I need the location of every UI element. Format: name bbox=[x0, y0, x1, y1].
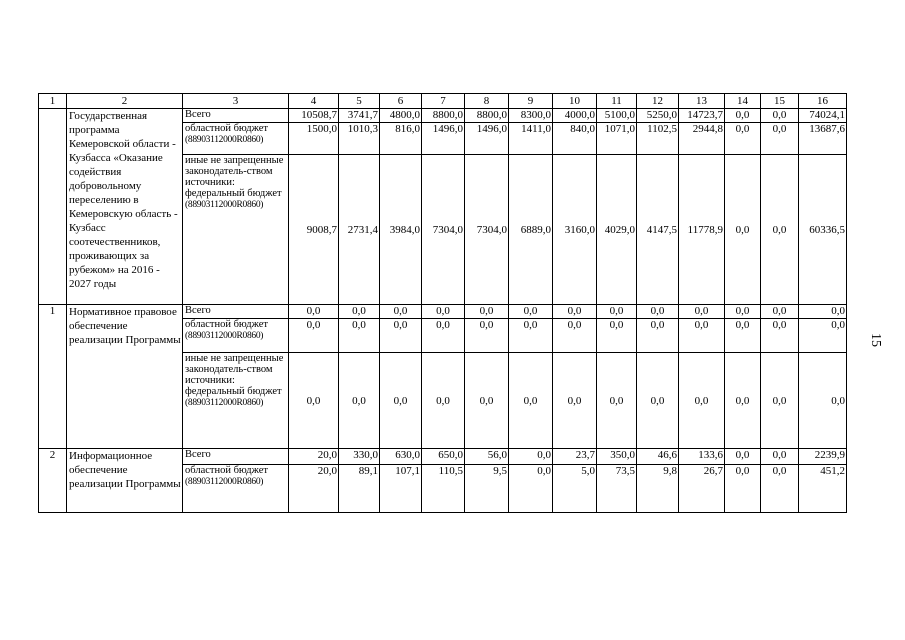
total-value-col-16: 0,0 bbox=[799, 305, 847, 319]
table-row bbox=[39, 109, 847, 123]
activity-name: Нормативное правовое обеспечение реализации Программы bbox=[67, 305, 183, 449]
regional-budget-code: (88903112000R0860) bbox=[185, 135, 264, 145]
total-source-label bbox=[183, 305, 289, 319]
total-value-col-5: 330,0 bbox=[339, 449, 380, 465]
regional-label: областной бюджет bbox=[185, 465, 268, 476]
other-budget-code: (88903112000R0860) bbox=[185, 200, 264, 210]
regional-value-col-15: 0,0 bbox=[761, 319, 799, 353]
total-label: Всего bbox=[185, 109, 211, 120]
total-value-col-14: 0,0 bbox=[725, 449, 761, 465]
other-value-col-13: 11778,9 bbox=[679, 155, 725, 305]
regional-value-col-10: 5,0 bbox=[553, 465, 597, 513]
regional-value-col-9: 0,0 bbox=[509, 319, 553, 353]
column-number-11: 11 bbox=[597, 94, 637, 109]
total-label: Всего bbox=[185, 305, 211, 316]
regional-value-col-8: 0,0 bbox=[465, 319, 509, 353]
regional-value-col-11: 0,0 bbox=[597, 319, 637, 353]
total-value-col-15: 0,0 bbox=[761, 109, 799, 123]
other-value-col-5: 0,0 bbox=[339, 353, 380, 449]
total-value-col-13: 14723,7 bbox=[679, 109, 725, 123]
total-value-col-4: 0,0 bbox=[289, 305, 339, 319]
column-number-7: 7 bbox=[422, 94, 465, 109]
regional-value-col-10: 840,0 bbox=[553, 123, 597, 155]
other-budget-code: (88903112000R0860) bbox=[185, 398, 264, 408]
table-body bbox=[39, 94, 847, 513]
other-source-label bbox=[183, 155, 289, 305]
other-source-label bbox=[183, 353, 289, 449]
other-value-col-5: 2731,4 bbox=[339, 155, 380, 305]
total-value-col-5: 3741,7 bbox=[339, 109, 380, 123]
total-value-col-7: 8800,0 bbox=[422, 109, 465, 123]
other-value-col-16: 0,0 bbox=[799, 353, 847, 449]
total-value-col-6: 0,0 bbox=[380, 305, 422, 319]
regional-value-col-16: 451,2 bbox=[799, 465, 847, 513]
regional-value-col-11: 73,5 bbox=[597, 465, 637, 513]
regional-value-col-13: 0,0 bbox=[679, 319, 725, 353]
row-index: 2 bbox=[39, 449, 67, 513]
column-number-4: 4 bbox=[289, 94, 339, 109]
other-value-col-14: 0,0 bbox=[725, 353, 761, 449]
table-row bbox=[39, 305, 847, 319]
other-value-col-6: 0,0 bbox=[380, 353, 422, 449]
regional-value-col-12: 0,0 bbox=[637, 319, 679, 353]
regional-budget-code: (88903112000R0860) bbox=[185, 331, 264, 341]
regional-value-col-6: 0,0 bbox=[380, 319, 422, 353]
column-number-16: 16 bbox=[799, 94, 847, 109]
column-number-1: 1 bbox=[39, 94, 67, 109]
other-value-col-9: 6889,0 bbox=[509, 155, 553, 305]
total-value-col-7: 0,0 bbox=[422, 305, 465, 319]
total-source-label bbox=[183, 449, 289, 465]
regional-value-col-8: 9,5 bbox=[465, 465, 509, 513]
table-row bbox=[39, 449, 847, 465]
other-value-col-13: 0,0 bbox=[679, 353, 725, 449]
total-value-col-4: 20,0 bbox=[289, 449, 339, 465]
total-value-col-15: 0,0 bbox=[761, 305, 799, 319]
total-value-col-14: 0,0 bbox=[725, 109, 761, 123]
total-value-col-6: 630,0 bbox=[380, 449, 422, 465]
column-number-14: 14 bbox=[725, 94, 761, 109]
total-value-col-7: 650,0 bbox=[422, 449, 465, 465]
regional-value-col-16: 0,0 bbox=[799, 319, 847, 353]
regional-value-col-14: 0,0 bbox=[725, 123, 761, 155]
regional-value-col-6: 107,1 bbox=[380, 465, 422, 513]
other-value-col-8: 0,0 bbox=[465, 353, 509, 449]
other-value-col-12: 4147,5 bbox=[637, 155, 679, 305]
other-value-col-14: 0,0 bbox=[725, 155, 761, 305]
regional-value-col-5: 0,0 bbox=[339, 319, 380, 353]
regional-source-label bbox=[183, 319, 289, 353]
regional-value-col-7: 110,5 bbox=[422, 465, 465, 513]
regional-value-col-15: 0,0 bbox=[761, 465, 799, 513]
other-value-col-7: 0,0 bbox=[422, 353, 465, 449]
regional-value-col-11: 1071,0 bbox=[597, 123, 637, 155]
regional-value-col-7: 1496,0 bbox=[422, 123, 465, 155]
regional-value-col-5: 1010,3 bbox=[339, 123, 380, 155]
total-value-col-6: 4800,0 bbox=[380, 109, 422, 123]
total-label: Всего bbox=[185, 449, 211, 460]
total-value-col-10: 23,7 bbox=[553, 449, 597, 465]
regional-value-col-12: 9,8 bbox=[637, 465, 679, 513]
other-value-col-15: 0,0 bbox=[761, 353, 799, 449]
column-number-6: 6 bbox=[380, 94, 422, 109]
regional-value-col-14: 0,0 bbox=[725, 319, 761, 353]
activity-name: Информационное обеспечение реализации Программы bbox=[67, 449, 183, 513]
total-value-col-12: 0,0 bbox=[637, 305, 679, 319]
total-source-label bbox=[183, 109, 289, 123]
row-index: 1 bbox=[39, 305, 67, 449]
other-value-col-4: 0,0 bbox=[289, 353, 339, 449]
total-value-col-12: 5250,0 bbox=[637, 109, 679, 123]
page-number: 15 bbox=[868, 333, 883, 347]
regional-value-col-12: 1102,5 bbox=[637, 123, 679, 155]
regional-value-col-8: 1496,0 bbox=[465, 123, 509, 155]
regional-budget-code: (88903112000R0860) bbox=[185, 477, 264, 487]
other-label: иные не запрещенные законодатель-ством источники: федеральный бюджет bbox=[185, 353, 284, 397]
total-value-col-9: 8300,0 bbox=[509, 109, 553, 123]
other-value-col-16: 60336,5 bbox=[799, 155, 847, 305]
other-label: иные не запрещенные законодатель-ством источники: федеральный бюджет bbox=[185, 155, 284, 199]
other-value-col-10: 3160,0 bbox=[553, 155, 597, 305]
total-value-col-10: 4000,0 bbox=[553, 109, 597, 123]
regional-value-col-9: 1411,0 bbox=[509, 123, 553, 155]
other-value-col-10: 0,0 bbox=[553, 353, 597, 449]
regional-value-col-5: 89,1 bbox=[339, 465, 380, 513]
regional-value-col-13: 2944,8 bbox=[679, 123, 725, 155]
total-value-col-16: 74024,1 bbox=[799, 109, 847, 123]
regional-value-col-9: 0,0 bbox=[509, 465, 553, 513]
column-number-2: 2 bbox=[67, 94, 183, 109]
other-value-col-12: 0,0 bbox=[637, 353, 679, 449]
total-value-col-14: 0,0 bbox=[725, 305, 761, 319]
header-row bbox=[39, 94, 847, 109]
column-number-10: 10 bbox=[553, 94, 597, 109]
column-number-13: 13 bbox=[679, 94, 725, 109]
column-number-9: 9 bbox=[509, 94, 553, 109]
total-value-col-10: 0,0 bbox=[553, 305, 597, 319]
regional-value-col-13: 26,7 bbox=[679, 465, 725, 513]
regional-value-col-15: 0,0 bbox=[761, 123, 799, 155]
other-value-col-11: 0,0 bbox=[597, 353, 637, 449]
other-value-col-15: 0,0 bbox=[761, 155, 799, 305]
total-value-col-13: 0,0 bbox=[679, 305, 725, 319]
other-value-col-11: 4029,0 bbox=[597, 155, 637, 305]
column-number-12: 12 bbox=[637, 94, 679, 109]
regional-value-col-10: 0,0 bbox=[553, 319, 597, 353]
regional-value-col-4: 1500,0 bbox=[289, 123, 339, 155]
row-index bbox=[39, 109, 67, 305]
total-value-col-5: 0,0 bbox=[339, 305, 380, 319]
column-number-15: 15 bbox=[761, 94, 799, 109]
regional-value-col-14: 0,0 bbox=[725, 465, 761, 513]
regional-label: областной бюджет bbox=[185, 319, 268, 330]
total-value-col-12: 46,6 bbox=[637, 449, 679, 465]
total-value-col-8: 0,0 bbox=[465, 305, 509, 319]
regional-value-col-7: 0,0 bbox=[422, 319, 465, 353]
total-value-col-11: 0,0 bbox=[597, 305, 637, 319]
regional-value-col-4: 0,0 bbox=[289, 319, 339, 353]
total-value-col-9: 0,0 bbox=[509, 449, 553, 465]
total-value-col-9: 0,0 bbox=[509, 305, 553, 319]
program-funding-table bbox=[38, 93, 847, 513]
total-value-col-13: 133,6 bbox=[679, 449, 725, 465]
total-value-col-8: 56,0 bbox=[465, 449, 509, 465]
activity-name: Государственная программа Кемеровской области - Кузбасса «Оказание содействия добровольному переселению в Кемеровскую область - Кузбасс соотечественников, проживающих за рубежом» на 2016 - 2027 годы bbox=[67, 109, 183, 305]
total-value-col-4: 10508,7 bbox=[289, 109, 339, 123]
total-value-col-15: 0,0 bbox=[761, 449, 799, 465]
other-value-col-6: 3984,0 bbox=[380, 155, 422, 305]
other-value-col-8: 7304,0 bbox=[465, 155, 509, 305]
total-value-col-16: 2239,9 bbox=[799, 449, 847, 465]
regional-value-col-6: 816,0 bbox=[380, 123, 422, 155]
column-number-8: 8 bbox=[465, 94, 509, 109]
column-number-5: 5 bbox=[339, 94, 380, 109]
total-value-col-11: 350,0 bbox=[597, 449, 637, 465]
total-value-col-11: 5100,0 bbox=[597, 109, 637, 123]
column-number-3: 3 bbox=[183, 94, 289, 109]
regional-source-label bbox=[183, 465, 289, 513]
regional-label: областной бюджет bbox=[185, 123, 268, 134]
other-value-col-9: 0,0 bbox=[509, 353, 553, 449]
regional-source-label bbox=[183, 123, 289, 155]
total-value-col-8: 8800,0 bbox=[465, 109, 509, 123]
regional-value-col-16: 13687,6 bbox=[799, 123, 847, 155]
other-value-col-7: 7304,0 bbox=[422, 155, 465, 305]
regional-value-col-4: 20,0 bbox=[289, 465, 339, 513]
other-value-col-4: 9008,7 bbox=[289, 155, 339, 305]
